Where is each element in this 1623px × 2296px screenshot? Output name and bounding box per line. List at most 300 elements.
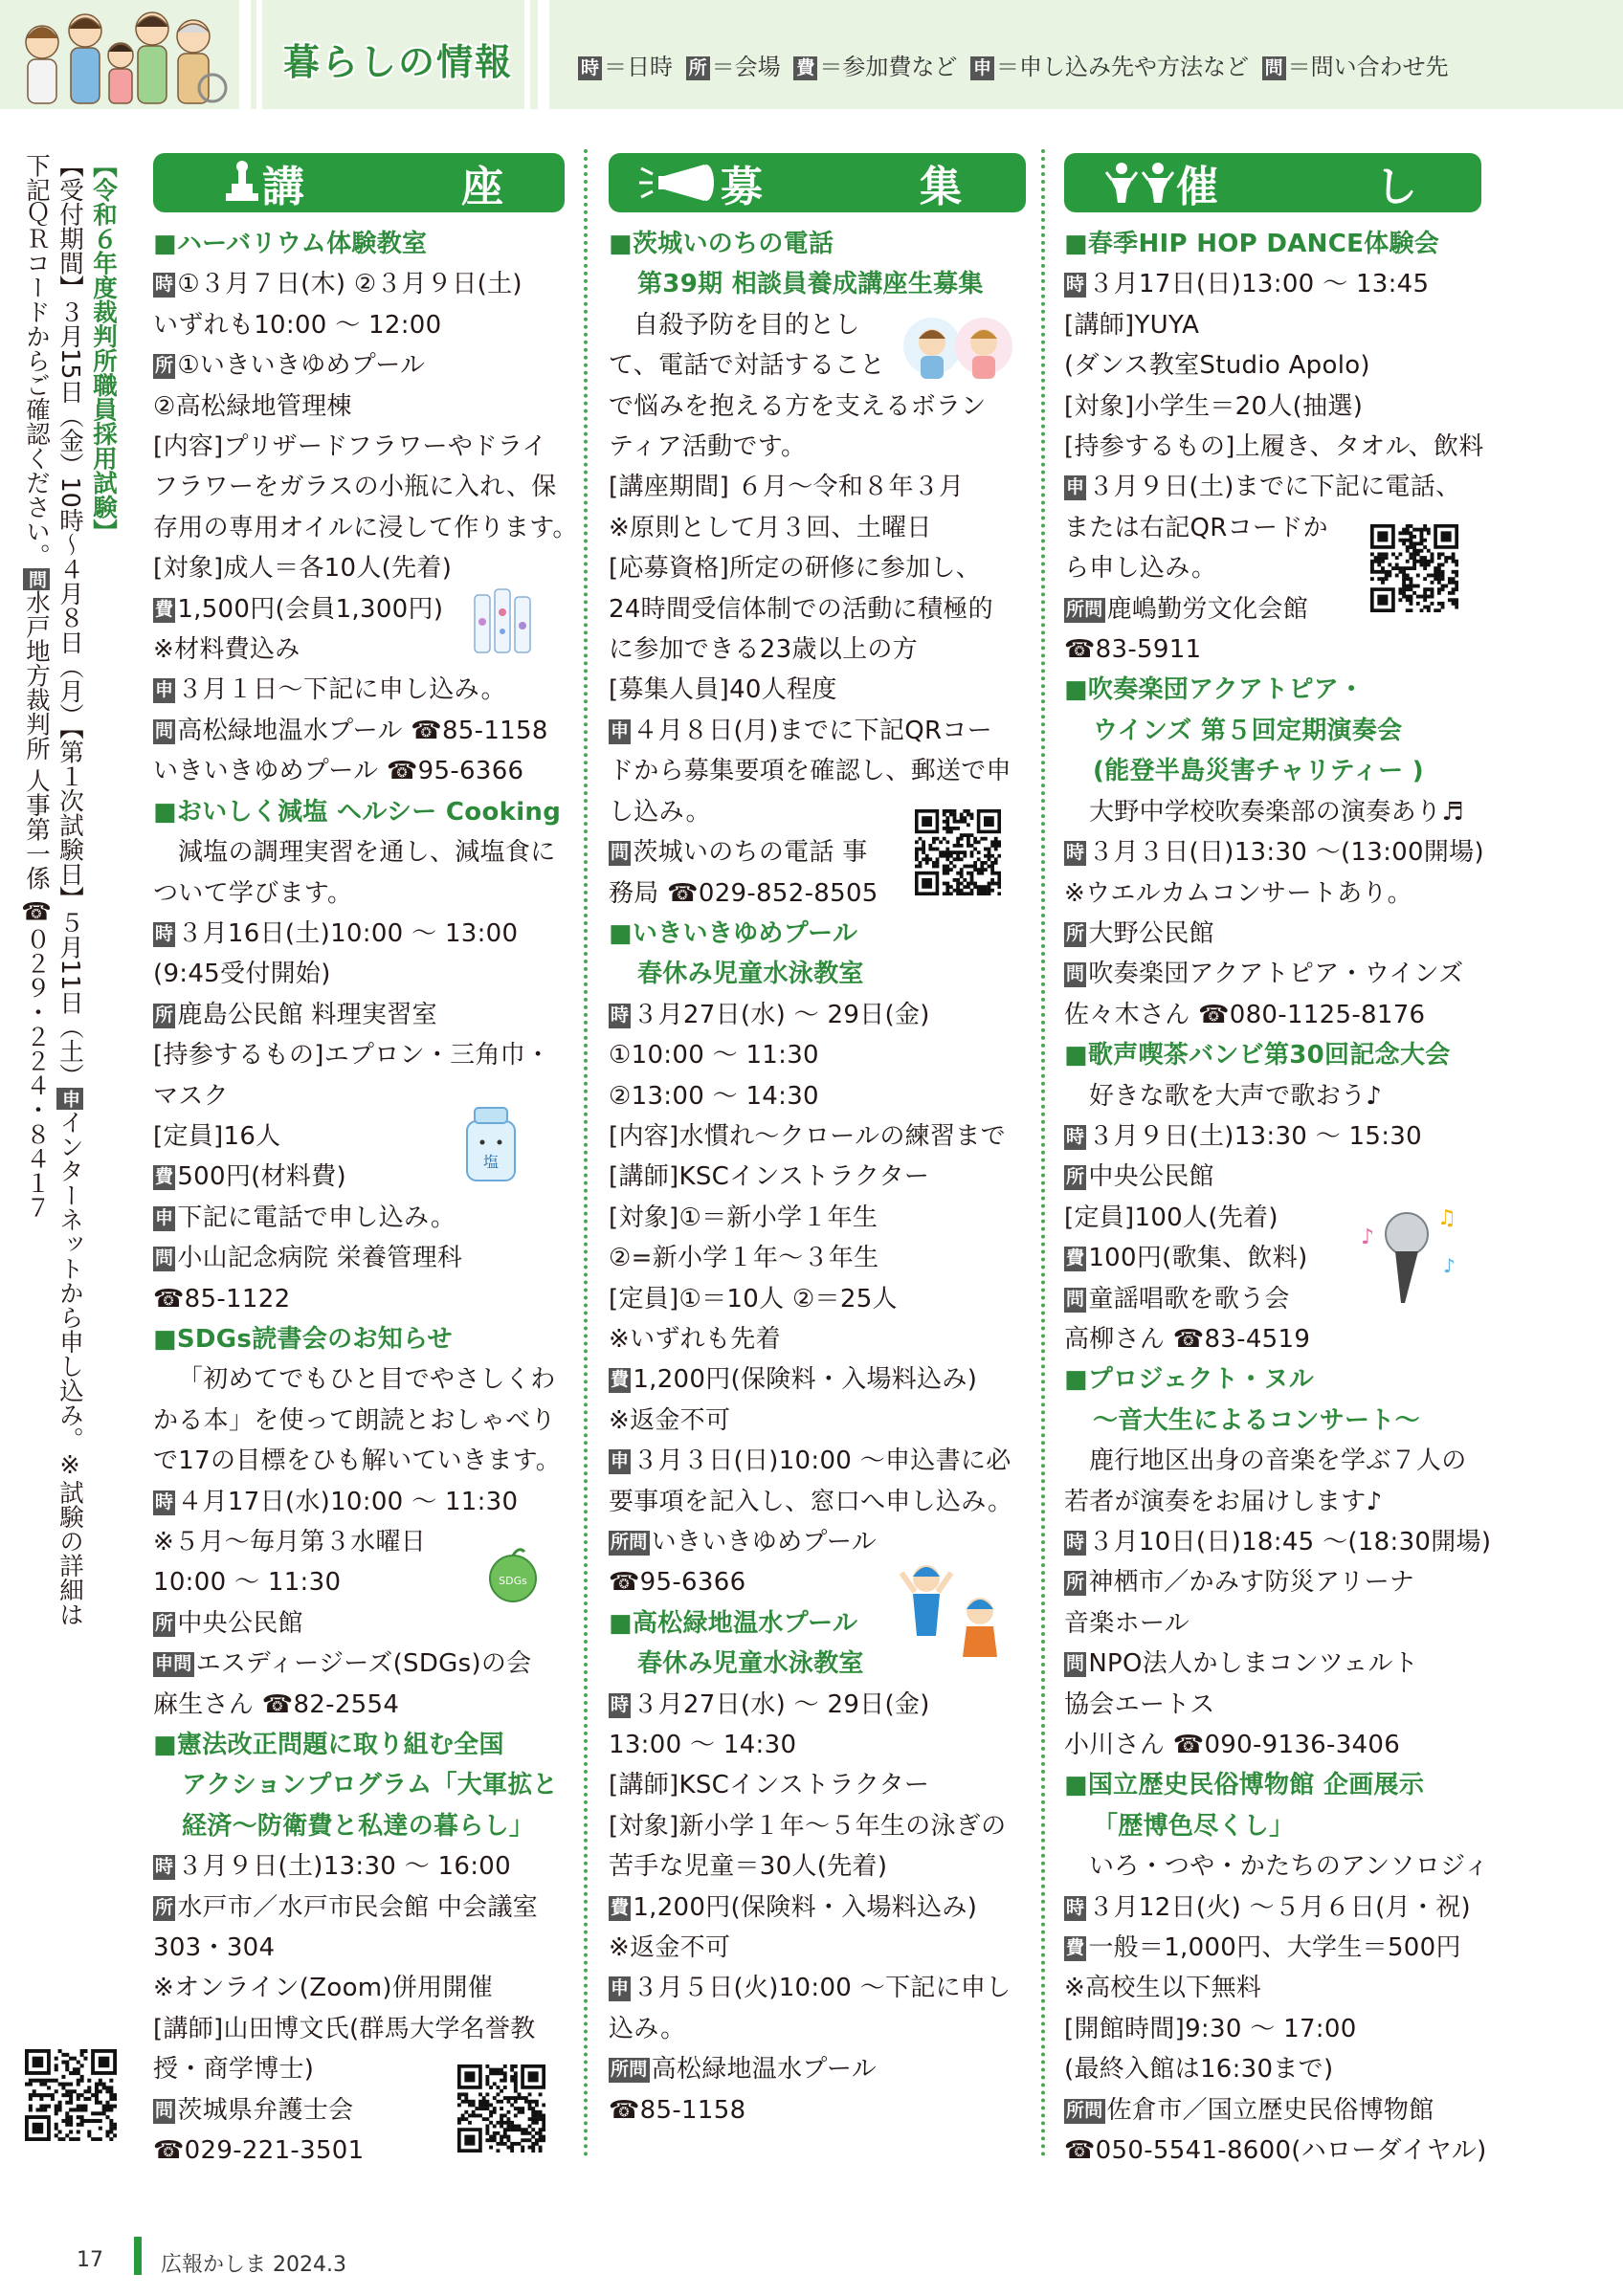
- item-line: [609, 589, 1026, 629]
- item-line: [153, 873, 565, 914]
- item-line: [1064, 1968, 1481, 2008]
- line-text: ■国立歴史民俗博物館 企画展示: [1064, 1771, 1425, 1800]
- legend-key: 問: [23, 568, 50, 590]
- svg-text:SDGs: SDGs: [499, 1575, 527, 1587]
- legend-key: 費: [1064, 1247, 1086, 1271]
- legend-key: 申: [153, 1206, 175, 1231]
- legend-key: 費: [1064, 1936, 1086, 1961]
- family-illustration-icon: [13, 4, 233, 105]
- sidebar-text: 【受付期間】３月15日（金）10時～４月８日（月）【第１次試験日】５月11日（土）: [56, 153, 84, 1089]
- item-line: [609, 1441, 1026, 1481]
- item-line: [153, 1888, 565, 1928]
- sidebar-text: インターネットから申し込み。※試験の詳細は: [56, 1110, 84, 1627]
- item-line: [609, 1157, 1026, 1197]
- item-line: [153, 1846, 565, 1887]
- legend-key: 時: [609, 1693, 631, 1718]
- item-title: [609, 914, 1026, 954]
- line-text: ※返金不可: [609, 1933, 731, 1963]
- item-title: [1064, 711, 1481, 751]
- line-text: ②=新小学１年～３年生: [609, 1244, 879, 1273]
- item-title: [609, 264, 1026, 304]
- item-line: [153, 954, 565, 994]
- svg-text:塩: 塩: [482, 1153, 500, 1171]
- column-events: [1064, 153, 1492, 2172]
- line-text: 「歴博色尽くし」: [1093, 1811, 1295, 1841]
- legend-key: 問: [153, 2099, 175, 2124]
- legend-key: 問: [1064, 1652, 1086, 1677]
- line-text: 務局 ☎029-852-8505: [609, 878, 878, 908]
- footer-divider: [134, 2237, 142, 2275]
- item-line: [1064, 954, 1481, 994]
- line-text: NPO法人かしまコンツェルト: [1088, 1649, 1419, 1679]
- item-line: [609, 1076, 1026, 1116]
- item-line: [609, 1806, 1026, 1846]
- legend-key: 問: [153, 1247, 175, 1271]
- item-line: [153, 711, 565, 751]
- legend-key: 所: [153, 1896, 175, 1921]
- line-text: 303・304: [153, 1933, 276, 1963]
- line-text: 減塩の調理実習を通し、減塩食に: [178, 838, 556, 868]
- line-text: ３月１日～下記に申し込み。: [177, 675, 506, 705]
- item-line: [609, 1482, 1026, 1522]
- herbarium-bottles-icon: [471, 584, 534, 656]
- item-title: [1064, 1765, 1481, 1805]
- legend-item: [793, 48, 957, 81]
- item-line: [153, 1238, 565, 1278]
- line-text: [応募資格]所定の研修に参加し、: [609, 554, 982, 584]
- header-divider: [256, 0, 262, 109]
- legend-key: 時: [1064, 273, 1086, 298]
- item-line: [153, 670, 565, 710]
- sidebar-title: 【令和６年度裁判所職員採用試験】: [89, 153, 118, 543]
- line-text: ■春季HIP HOP DANCE体験会: [1064, 230, 1440, 258]
- item-line: [153, 1035, 565, 1075]
- page-title: 暮らしの情報: [283, 41, 514, 83]
- line-text: ☎95-6366: [609, 1568, 746, 1598]
- line-text: し込み。: [609, 797, 711, 827]
- line-text: 苦手な児童＝30人(先着): [609, 1852, 888, 1882]
- line-text: 春休み児童水泳教室: [637, 1649, 864, 1679]
- item-line: [609, 508, 1026, 548]
- line-text: いきいきゆめプール ☎95-6366: [153, 757, 524, 786]
- swimmers-icon: [884, 1554, 1018, 1668]
- line-text: ☎050-5541-8600(ハローダイヤル): [1064, 2136, 1487, 2166]
- line-text: 1,500円(会員1,300円): [177, 594, 444, 624]
- line-text: ②13:00 ～ 14:30: [609, 1081, 819, 1111]
- line-text: ４月17日(水)10:00 ～ 11:30: [177, 1487, 519, 1516]
- item-line: [609, 995, 1026, 1035]
- line-text: 中央公民館: [177, 1608, 303, 1638]
- legend-text: ＝問い合わせ先: [1287, 54, 1449, 80]
- sidebar-text: 下記ＱＲコードからご確認ください。: [22, 153, 51, 568]
- sidebar-text: 水戸地方裁判所 人事第一係 ☎０２９・２２４・８４１７: [22, 589, 51, 1220]
- line-text: 大野中学校吹奏楽部の演奏あり♬: [1089, 797, 1464, 827]
- item-line: [609, 2090, 1026, 2130]
- item-line: [609, 1198, 1026, 1238]
- item-line: [1064, 1603, 1481, 1644]
- line-text: で悩みを抱える方を支えるボラン: [609, 391, 987, 421]
- item-line: [1064, 1522, 1492, 1562]
- line-text: ３月９日(土)13:30 ～ 16:00: [177, 1852, 511, 1882]
- line-text: ■吹奏楽団アクアトピア・: [1064, 675, 1365, 705]
- item-line: [1064, 792, 1481, 832]
- line-text: [内容]水慣れ～クロールの練習まで: [609, 1121, 1006, 1151]
- line-text: 水戸市／水戸市民会館 中会議室: [177, 1892, 539, 1922]
- line-text: ①10:00 ～ 11:30: [609, 1041, 819, 1071]
- item-line: [1064, 1644, 1481, 1684]
- item-line: [1064, 2090, 1481, 2130]
- item-line: [609, 1725, 1026, 1765]
- legend-key: 時: [1064, 841, 1086, 866]
- item-title: [1064, 1401, 1481, 1441]
- line-text: ３月12日(火) ～５月６日(月・祝): [1088, 1892, 1471, 1922]
- qr-code-icon[interactable]: [1370, 524, 1458, 612]
- line-text: 自殺予防を目的とし: [634, 310, 860, 340]
- item-line: [1064, 264, 1481, 304]
- line-text: に参加できる23歳以上の方: [609, 635, 918, 665]
- item-line: [609, 1928, 1026, 1968]
- item-line: [153, 1401, 565, 1441]
- line-text: (能登半島災害チャリティー ): [1093, 757, 1424, 786]
- item-title: [153, 1806, 565, 1846]
- item-line: [609, 1888, 1026, 1928]
- line-text: 中央公民館: [1088, 1162, 1214, 1192]
- header-divider: [524, 0, 530, 109]
- item-line: [609, 2009, 1026, 2049]
- legend-key: 所問: [609, 1531, 650, 1556]
- item-line: [153, 386, 565, 427]
- item-line: [1064, 1725, 1481, 1765]
- legend-key: 所: [686, 56, 710, 80]
- line-text: エスディージーズ(SDGs)の会: [195, 1649, 532, 1679]
- line-text: 麻生さん ☎82-2554: [153, 1689, 400, 1719]
- line-text: (最終入館は16:30まで): [1064, 2055, 1334, 2085]
- section-banner: [609, 153, 1026, 212]
- line-text: 込み。: [609, 2014, 686, 2043]
- item-line: [1064, 305, 1481, 345]
- line-text: かる本」を使って朗読とおしゃべり: [153, 1405, 556, 1435]
- line-text: 一般＝1,000円、大学生＝500円: [1088, 1933, 1461, 1963]
- item-line: [1064, 1928, 1481, 1968]
- legend-item: [1262, 48, 1449, 81]
- item-line: [153, 1928, 565, 1968]
- item-line: [1064, 1157, 1481, 1197]
- section-banner: [153, 153, 565, 212]
- qr-code-icon[interactable]: [457, 2064, 545, 2152]
- item-line: [1064, 1116, 1481, 1157]
- line-text: 吹奏楽団アクアトピア・ウインズ: [1088, 960, 1464, 989]
- item-title: [1064, 751, 1481, 791]
- line-text: ①３月７日(木) ②３月９日(土): [177, 270, 522, 299]
- item-line: [153, 1685, 565, 1725]
- legend-text: ＝申し込み先や方法など: [995, 54, 1249, 80]
- item-line: [1064, 1441, 1481, 1481]
- item-line: [153, 345, 565, 386]
- legend-key: 申: [609, 1976, 631, 2001]
- legend-key: 時: [153, 1855, 175, 1880]
- item-line: [609, 2049, 1026, 2089]
- item-line: [609, 670, 1026, 710]
- legend-key: 問: [1262, 56, 1286, 80]
- item-line: [153, 305, 565, 345]
- people-icon: [1102, 161, 1183, 205]
- line-text: ☎85-1158: [609, 2095, 746, 2125]
- line-text: 100円(歌集、飲料): [1088, 1244, 1308, 1273]
- line-text: 24時間受信体制での活動に積極的: [609, 594, 993, 624]
- item-line: [1064, 1319, 1481, 1359]
- line-text: [開館時間]9:30 ～ 17:00: [1064, 2014, 1357, 2043]
- line-text: ３月17日(日)13:00 ～ 13:45: [1088, 270, 1430, 299]
- item-title: [609, 954, 1026, 994]
- line-text: アクションプログラム「大軍拡と: [182, 1771, 558, 1800]
- line-text: ■茨城いのちの電話: [609, 230, 834, 258]
- line-text: ※材料費込み: [153, 635, 300, 665]
- legend-key: 時: [153, 922, 175, 947]
- item-line: [1064, 914, 1481, 954]
- item-line: [1064, 1846, 1490, 1887]
- legend-key: 所問: [1064, 598, 1105, 623]
- line-text: [講師]山田博文氏(群馬大学名誉教: [153, 2014, 536, 2043]
- line-text: [講師]KSCインストラクター: [609, 1771, 930, 1800]
- line-text: [内容]プリザードフラワーやドライ: [153, 432, 547, 462]
- item-line: [1064, 832, 1484, 872]
- item-line: [609, 1279, 1026, 1319]
- line-text: ※原則として月３回、土曜日: [609, 513, 932, 542]
- legend-key: 所: [1064, 1571, 1086, 1596]
- line-text: て、電話で対話すること: [609, 351, 885, 381]
- item-title: [1064, 224, 1481, 264]
- item-line: [609, 1685, 1026, 1725]
- item-line: [609, 467, 1026, 507]
- line-text: ■いきいきゆめプール: [609, 918, 858, 948]
- line-text: フラワーをガラスの小瓶に入れ、保: [153, 473, 557, 502]
- item-line: [609, 1359, 1026, 1400]
- item-line: [609, 1035, 1026, 1075]
- line-text: 小川さん ☎090-9136-3406: [1064, 1731, 1401, 1760]
- line-text: ら申し込み。: [1064, 554, 1217, 584]
- line-text: 好きな歌を大声で歌おう♪: [1089, 1081, 1383, 1111]
- item-title: [153, 792, 565, 832]
- megaphone-icon: [637, 161, 718, 205]
- section-heading: 催 し: [1176, 163, 1475, 211]
- legend-item: [686, 48, 781, 81]
- item-line: [153, 427, 565, 467]
- line-text: ウインズ 第５回定期演奏会: [1093, 716, 1403, 745]
- item-line: [1064, 1562, 1481, 1602]
- legend-key: 申問: [153, 1652, 194, 1677]
- microphone-icon: [1347, 1196, 1468, 1311]
- line-text: 第39期 相談員養成講座生募集: [637, 270, 984, 299]
- legend-key: 所: [153, 1612, 175, 1637]
- item-line: [1064, 386, 1481, 427]
- legend-key: 費: [153, 598, 175, 623]
- line-text: ティア活動です。: [609, 432, 807, 462]
- line-text: [定員]①＝10人 ②＝25人: [609, 1284, 898, 1314]
- line-text: ■高松緑地温水プール: [609, 1608, 858, 1638]
- item-line: [609, 548, 1026, 588]
- line-text: 鹿行地区出身の音楽を学ぶ７人の: [1089, 1446, 1467, 1476]
- line-text: (ダンス教室Studio Apolo): [1064, 351, 1370, 381]
- column-divider: [1041, 149, 1045, 2158]
- item-title: [153, 224, 565, 264]
- svg-text:♪: ♪: [1443, 1254, 1456, 1277]
- item-line: [1064, 345, 1481, 386]
- item-line: [609, 1846, 1026, 1887]
- line-text: 春休み児童水泳教室: [637, 960, 864, 989]
- sidebar-line-2: [23, 153, 50, 1220]
- item-line: [609, 1116, 1026, 1157]
- line-text: [持参するもの]エプロン・三角巾・: [153, 1041, 551, 1071]
- line-text: 佐々木さん ☎080-1125-8176: [1064, 1000, 1426, 1029]
- legend-key: 時: [578, 56, 602, 80]
- item-line: [153, 1482, 565, 1522]
- legend-key: 費: [153, 1165, 175, 1190]
- line-text: いろ・つや・かたちのアンソロジィ: [1089, 1852, 1490, 1882]
- line-text: 高柳さん ☎83-4519: [1064, 1324, 1311, 1354]
- line-text: ※５月～毎月第３水曜日: [153, 1528, 427, 1556]
- item-line: [153, 1198, 565, 1238]
- item-line: [1064, 1888, 1481, 1928]
- item-title: [1064, 1035, 1481, 1075]
- item-line: [153, 1603, 565, 1644]
- legend-key: 時: [1064, 1896, 1086, 1921]
- item-line: [609, 751, 1026, 791]
- column-recruitment: [609, 153, 1026, 2130]
- item-line: [1064, 995, 1481, 1035]
- item-line: [609, 1765, 1026, 1805]
- sidebar-line-1: [56, 153, 83, 1626]
- publication-name: 広報かしま 2024.3: [161, 2253, 346, 2277]
- line-text: ３月27日(水) ～ 29日(金): [633, 1689, 930, 1719]
- legend-key: 申: [970, 56, 994, 80]
- item-line: [153, 1279, 565, 1319]
- line-text: ■おいしく減塩 ヘルシー Cooking: [153, 797, 562, 827]
- legend-key: 申: [56, 1088, 83, 1110]
- line-text: ３月５日(火)10:00 ～下記に申し: [633, 1974, 1012, 2003]
- line-text: ４月８日(月)までに下記QRコー: [633, 716, 992, 745]
- line-text: ■憲法改正問題に取り組む全国: [153, 1731, 504, 1760]
- line-text: [持参するもの]上履き、タオル、飲料: [1064, 432, 1484, 462]
- line-text: ☎029-221-3501: [153, 2136, 365, 2166]
- item-line: [609, 1238, 1026, 1278]
- header-divider: [538, 0, 549, 109]
- line-text: ３月10日(日)18:45 ～(18:30開場): [1088, 1528, 1492, 1556]
- line-text: [講師]KSCインストラクター: [609, 1162, 930, 1192]
- line-text: ■ハーバリウム体験教室: [153, 230, 428, 258]
- legend-key: 問: [153, 719, 175, 744]
- page-number: 17: [77, 2248, 103, 2272]
- item-line: [153, 1441, 565, 1481]
- line-text: [対象]新小学１年～５年生の泳ぎの: [609, 1811, 1007, 1841]
- line-text: ■歌声喫茶バンビ第30回記念大会: [1064, 1041, 1451, 1071]
- line-text: ※オンライン(Zoom)併用開催: [153, 1974, 494, 2003]
- line-text: 存用の専用オイルに浸して作ります。: [153, 513, 578, 542]
- line-text: 10:00 ～ 11:30: [153, 1568, 342, 1598]
- line-text: ■SDGs読書会のお知らせ: [153, 1324, 453, 1354]
- line-text: [募集人員]40人程度: [609, 675, 837, 705]
- item-line: [1064, 2009, 1481, 2049]
- item-title: [609, 224, 1026, 264]
- svg-text:♪: ♪: [1361, 1225, 1375, 1249]
- line-text: 佐倉市／国立歴史民俗博物館: [1106, 2095, 1434, 2125]
- legend-key: 申: [1064, 475, 1086, 500]
- item-line: [153, 467, 565, 507]
- item-title: [153, 1725, 565, 1765]
- line-text: 1,200円(保険料・入場料込み): [633, 1365, 978, 1395]
- line-text: [対象]①＝新小学１年生: [609, 1203, 878, 1232]
- line-text: 13:00 ～ 14:30: [609, 1731, 797, 1760]
- svg-text:♫: ♫: [1437, 1206, 1456, 1230]
- line-text: 授・商学博士): [153, 2055, 315, 2085]
- line-text: 音楽ホール: [1064, 1608, 1189, 1638]
- item-line: [609, 711, 1026, 751]
- sdgs-globe-icon: [484, 1546, 542, 1605]
- item-title: [1064, 1359, 1481, 1400]
- item-line: [1064, 1482, 1481, 1522]
- legend-key: 時: [1064, 1531, 1086, 1556]
- legend-key: 問: [609, 841, 631, 866]
- line-text: [対象]成人＝各10人(先着): [153, 554, 453, 584]
- line-text: ３月27日(水) ～ 29日(金): [633, 1000, 930, 1029]
- item-line: [1064, 1685, 1481, 1725]
- item-title: [153, 1319, 565, 1359]
- section-heading: 講 座: [262, 163, 561, 211]
- qr-code-icon[interactable]: [915, 809, 1001, 895]
- section-banner: [1064, 153, 1481, 212]
- line-text: 鹿島公民館 料理実習室: [177, 1000, 437, 1029]
- item-line: [1064, 2130, 1487, 2171]
- line-text: 茨城いのちの電話 事: [633, 838, 868, 868]
- line-text: いきいきゆめプール: [651, 1528, 878, 1556]
- item-line: [609, 386, 1026, 427]
- line-text: ※ウエルカムコンサートあり。: [1064, 878, 1412, 908]
- section-heading: 募 集: [721, 163, 1019, 211]
- line-text: ３月３日(日)10:00 ～申込書に必: [633, 1446, 1012, 1476]
- line-text: 神栖市／かみす防災アリーナ: [1088, 1568, 1415, 1598]
- line-text: ①いきいきゆめプール: [177, 351, 426, 381]
- item-line: [153, 1359, 565, 1400]
- legend-key: 所: [1064, 922, 1086, 947]
- qr-code-icon[interactable]: [25, 2049, 117, 2141]
- line-text: 鹿嶋勤労文化会館: [1106, 594, 1309, 624]
- item-line: [1064, 2049, 1481, 2089]
- legend-item: [970, 48, 1249, 81]
- line-text: 若者が演奏をお届けします♪: [1064, 1487, 1383, 1516]
- item-line: [609, 629, 1026, 670]
- line-text: ☎85-1122: [153, 1284, 291, 1314]
- salt-mascot-icon: [459, 1104, 526, 1184]
- legend-text: ＝参加費など: [819, 54, 958, 80]
- item-line: [153, 1968, 565, 2008]
- line-text: 1,200円(保険料・入場料込み): [633, 1892, 978, 1922]
- legend-key: 問: [1064, 962, 1086, 987]
- item-line: [153, 751, 565, 791]
- line-text: ②高松緑地管理棟: [153, 391, 352, 421]
- item-line: [609, 427, 1026, 467]
- legend-key: 申: [609, 1449, 631, 1474]
- legend-key: 問: [1064, 1288, 1086, 1313]
- line-text: 高松緑地温水プール: [651, 2055, 878, 2085]
- item-line: [1064, 629, 1481, 670]
- telephone-counselors-icon: [900, 312, 1014, 383]
- line-text: ■プロジェクト・ヌル: [1064, 1365, 1315, 1395]
- column-divider: [584, 149, 588, 2158]
- legend-item: [578, 48, 673, 81]
- line-text: ３月16日(土)10:00 ～ 13:00: [177, 918, 519, 948]
- line-text: ※いずれも先着: [609, 1324, 781, 1354]
- legend-key: 所: [1064, 1165, 1086, 1190]
- legend-key: 申: [153, 678, 175, 703]
